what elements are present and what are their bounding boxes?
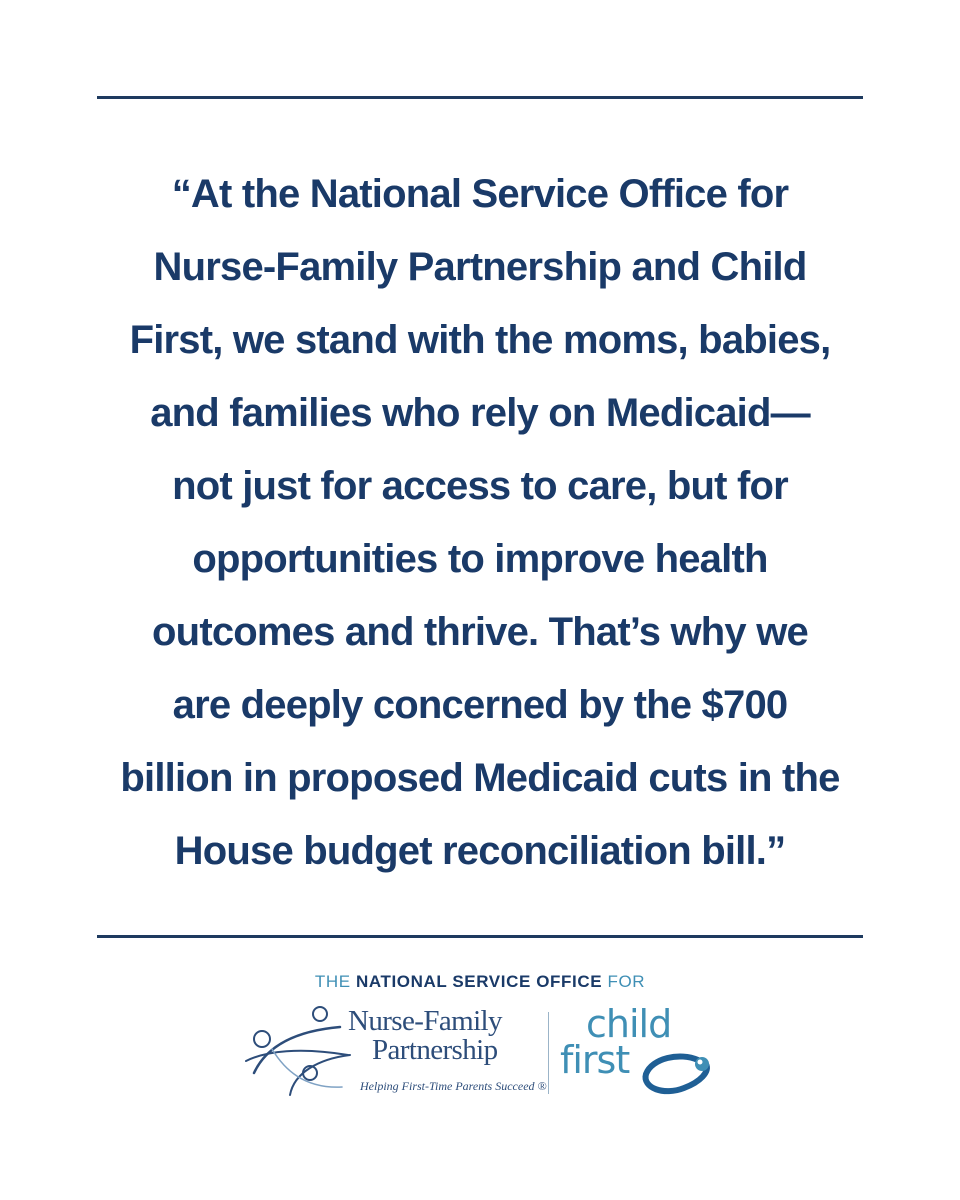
nfp-name bbox=[348, 1007, 548, 1065]
quote-line: Nurse-Family Partnership and Child bbox=[153, 245, 807, 289]
nfp-name-line1: Nurse-Family bbox=[348, 1005, 502, 1037]
footer-heading bbox=[0, 972, 960, 992]
nfp-name-line2: Partnership bbox=[372, 1034, 498, 1066]
footer-heading-bold: NATIONAL SERVICE OFFICE bbox=[355, 972, 603, 991]
quote-text bbox=[70, 158, 890, 888]
quote-line: not just for access to care, but for bbox=[172, 464, 788, 508]
quote-line: are deeply concerned by the $700 bbox=[172, 683, 788, 727]
quote-line: “At the National Service Office for bbox=[171, 172, 789, 216]
family-figures-icon bbox=[244, 1003, 364, 1103]
nfp-logo bbox=[244, 1003, 547, 1103]
quote-line: First, we stand with the moms, babies, bbox=[129, 318, 831, 362]
swirl-icon bbox=[640, 1050, 720, 1100]
footer-heading-post: FOR bbox=[607, 972, 646, 991]
logo-divider bbox=[548, 1012, 549, 1094]
top-divider-rule bbox=[97, 96, 863, 99]
quote-line: and families who rely on Medicaid— bbox=[150, 391, 810, 435]
child-first-logo bbox=[560, 1002, 720, 1106]
quote-line: House budget reconciliation bill.” bbox=[174, 829, 786, 873]
cf-line2: first bbox=[560, 1038, 630, 1082]
quote-line: billion in proposed Medicaid cuts in the bbox=[120, 756, 840, 800]
bottom-divider-rule bbox=[97, 935, 863, 938]
footer-heading-pre: THE bbox=[314, 972, 351, 991]
nfp-tagline: Helping First-Time Parents Succeed ® bbox=[360, 1079, 547, 1093]
quote-line: outcomes and thrive. That’s why we bbox=[152, 610, 808, 654]
cf-line1: child bbox=[586, 1002, 672, 1046]
quote-line: opportunities to improve health bbox=[192, 537, 768, 581]
